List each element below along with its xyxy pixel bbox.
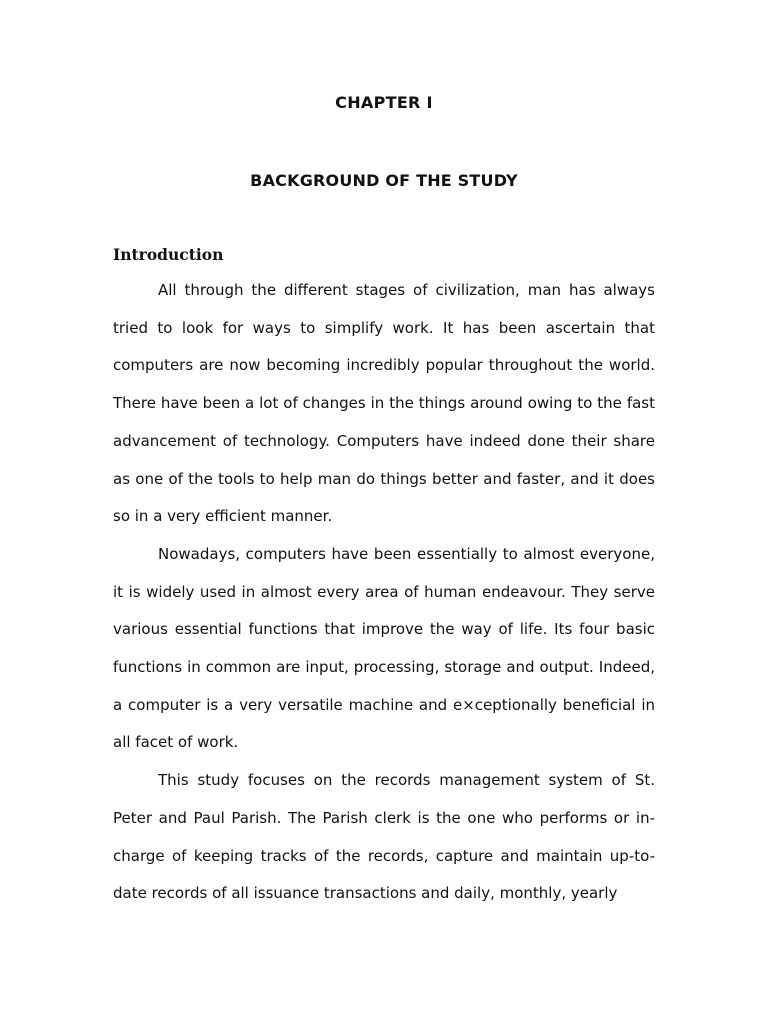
paragraph-3: This study focuses on the records management system of St. Peter and Paul Parish. The Parish clerk is the one who performs or in-charge of keeping tracks of the records, capture and maintain up-to-date records of all issuance transactions and daily, monthly, yearly — [113, 771, 655, 903]
chapter-title: CHAPTER I — [335, 93, 433, 112]
paragraph-1: All through the different stages of civilization, man has always tried to look for ways to simplify work. It has been ascertain that computers are now becoming incredibly popular throughout the world. There have been a lot of changes in the things around owing to the fast advancement of technology. Computers have indeed done their share as one of the tools to help man do things better and faster, and it does so in a very efficient manner. — [113, 281, 655, 526]
introduction-heading: Introduction — [113, 245, 224, 264]
paragraph-2: Nowadays, computers have been essentially to almost everyone, it is widely used in almost every area of human endeavour. They serve various essential functions that improve the way of life. Its four basic functions in common are input, processing, storage and output. Indeed, a computer is a very versatile machine and e×ceptionally beneficial in all facet of work. — [113, 544, 655, 752]
section-title: BACKGROUND OF THE STUDY — [250, 171, 518, 190]
body-text — [113, 272, 655, 913]
